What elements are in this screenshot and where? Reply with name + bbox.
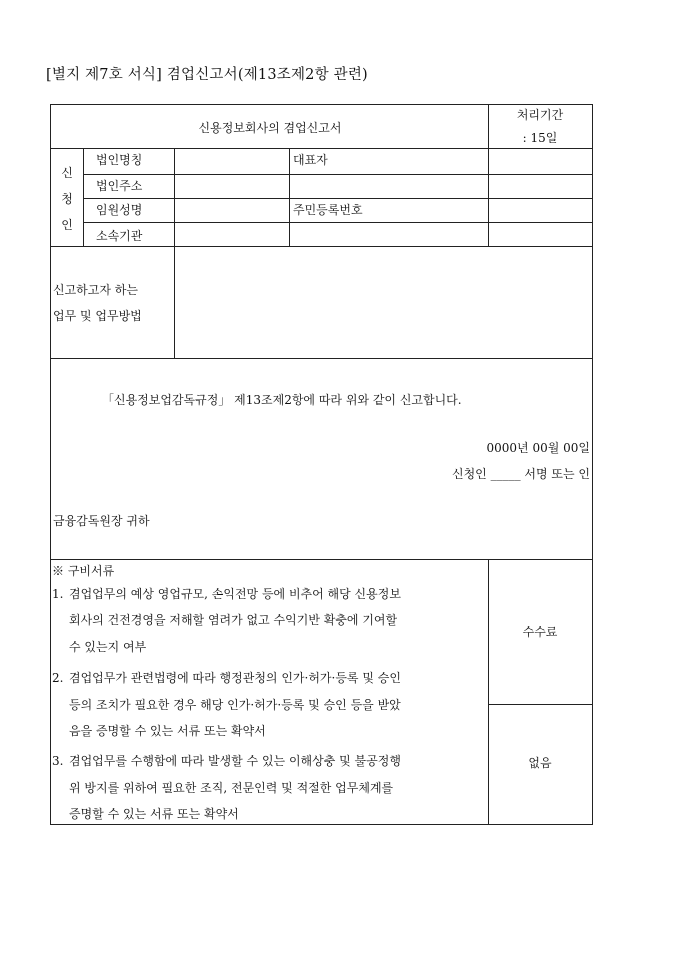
representative-label: 대표자 bbox=[293, 153, 328, 167]
requirement-line: 증명할 수 있는 서류 또는 확약서 bbox=[69, 807, 239, 821]
document-title: [별지 제7호 서식] 겸업신고서(제13조제2항 관련) bbox=[46, 67, 368, 83]
divider bbox=[488, 559, 489, 824]
divider bbox=[83, 174, 592, 175]
divider bbox=[50, 559, 593, 560]
requirement-number: 2. bbox=[52, 671, 64, 685]
border-bottom bbox=[50, 824, 593, 825]
divider bbox=[50, 148, 593, 149]
requirement-line: 겸업업무의 예상 영업규모, 손익전망 등에 비추어 해당 신용정보 bbox=[69, 587, 401, 601]
requirement-number: 1. bbox=[52, 587, 64, 601]
applicant-label-char: 청 bbox=[61, 192, 73, 206]
fee-label: 수수료 bbox=[522, 625, 558, 639]
applicant-label-char: 인 bbox=[61, 218, 73, 232]
business-label-line2: 업무 및 업무방법 bbox=[53, 309, 142, 323]
form-title: 신용정보회사의 겸업신고서 bbox=[198, 121, 342, 135]
border-top bbox=[50, 104, 593, 105]
requirements-heading: ※ 구비서류 bbox=[52, 564, 115, 578]
processing-period-value: : 15일 bbox=[522, 131, 558, 145]
corp-name-label: 법인명칭 bbox=[96, 153, 143, 167]
divider bbox=[488, 148, 489, 246]
recipient-text: 금융감독원장 귀하 bbox=[53, 514, 150, 528]
application-form bbox=[50, 104, 593, 825]
requirement-line: 수 있는지 여부 bbox=[69, 640, 147, 654]
divider bbox=[50, 246, 593, 247]
divider bbox=[174, 148, 175, 358]
signature-line: 신청인 _____ 서명 또는 인 bbox=[452, 467, 590, 481]
application-date: 0000년 00월 00일 bbox=[486, 441, 590, 455]
requirement-number: 3. bbox=[52, 754, 64, 768]
requirement-line: 위 방지를 위하여 필요한 조직, 전문인력 및 적절한 업무체계를 bbox=[69, 781, 394, 795]
requirement-line: 음을 증명할 수 있는 서류 또는 확약서 bbox=[69, 724, 266, 738]
divider bbox=[289, 148, 290, 246]
divider bbox=[488, 104, 489, 148]
applicant-label-char: 신 bbox=[61, 166, 73, 180]
divider bbox=[83, 222, 592, 223]
border-left bbox=[50, 104, 51, 825]
divider bbox=[83, 198, 592, 199]
divider bbox=[488, 704, 593, 705]
divider bbox=[50, 358, 593, 359]
border-right bbox=[592, 104, 593, 825]
requirement-line: 등의 조치가 필요한 경우 해당 인가·허가·등록 및 승인 등을 받았 bbox=[69, 698, 401, 712]
declaration-text: 「신용정보업감독규정」 제13조제2항에 따라 위와 같이 신고합니다. bbox=[102, 393, 462, 407]
business-label-line1: 신고하고자 하는 bbox=[53, 283, 138, 297]
requirement-line: 겸업업무가 관련법령에 따라 행정관청의 인가·허가·등록 및 승인 bbox=[69, 671, 401, 685]
corp-address-label: 법인주소 bbox=[96, 179, 143, 193]
requirement-line: 겸업업무를 수행함에 따라 발생할 수 있는 이해상충 및 불공정행 bbox=[69, 754, 401, 768]
officer-name-label: 임원성명 bbox=[96, 203, 143, 217]
requirement-line: 회사의 건전경영을 저해할 염려가 없고 수익기반 확충에 기여할 bbox=[69, 613, 398, 627]
divider bbox=[83, 148, 84, 246]
fee-value: 없음 bbox=[528, 756, 552, 770]
affiliation-label: 소속기관 bbox=[96, 229, 143, 243]
resident-number-label: 주민등록번호 bbox=[293, 203, 363, 217]
processing-period-label: 처리기간 bbox=[516, 108, 564, 122]
